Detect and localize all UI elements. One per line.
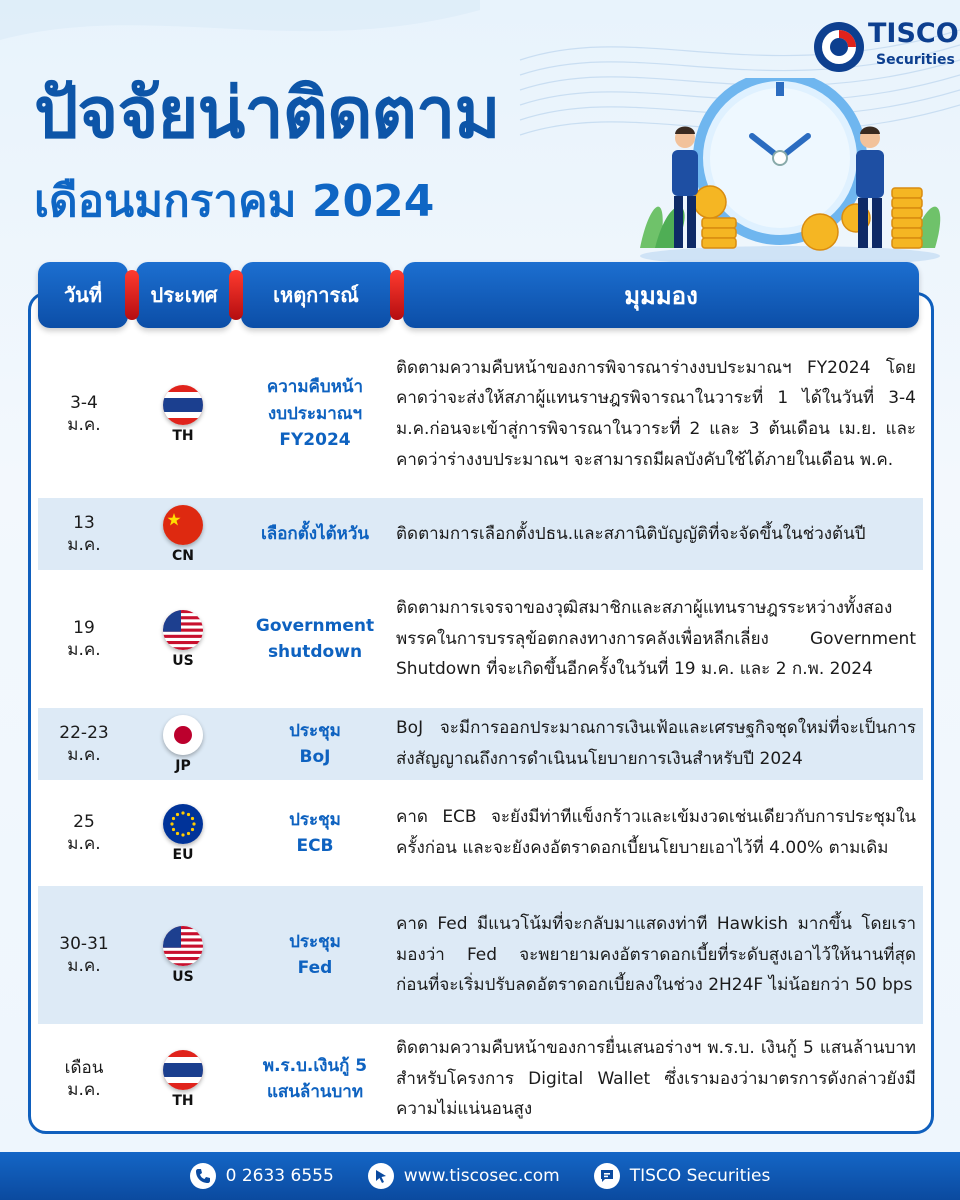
usa-flag-icon	[163, 926, 203, 966]
footer-page-text: TISCO Securities	[629, 1166, 771, 1186]
row-date	[38, 1024, 130, 1134]
row-event	[240, 498, 390, 570]
row-date-line1: เดือน	[64, 1057, 104, 1078]
row-event	[240, 570, 390, 708]
row-date-line2: ม.ค.	[67, 956, 101, 976]
row-view	[396, 1024, 916, 1134]
header-connector	[125, 270, 139, 320]
row-country	[140, 498, 226, 570]
column-header-date: วันที่	[38, 262, 128, 328]
row-view	[396, 708, 916, 780]
row-event-text: ประชุม ECB	[289, 809, 341, 856]
china-flag-icon	[163, 505, 203, 545]
country-code: TH	[172, 427, 194, 444]
row-date	[38, 330, 130, 498]
row-view	[396, 570, 916, 708]
cursor-icon	[368, 1163, 394, 1189]
row-country	[140, 570, 226, 708]
thailand-flag-icon	[163, 1050, 203, 1090]
row-event-text: Government shutdown	[255, 615, 375, 662]
row-view-text: ติดตามการเลือกตั้งปธน.และสภานิติบัญญัติที่จะจัดขึ้นในช่วงต้นปี	[396, 523, 866, 544]
usa-flag-icon	[163, 610, 203, 650]
country-code: JP	[175, 757, 191, 774]
footer-bar	[0, 1152, 960, 1200]
row-event-text: พ.ร.บ.เงินกู้ 5 แสนล้านบาท	[262, 1055, 368, 1102]
eu-flag-icon	[163, 804, 203, 844]
row-date	[38, 886, 130, 1024]
country-code: US	[172, 652, 194, 669]
page-subtitle: เดือนมกราคม 2024	[34, 176, 435, 227]
row-country	[140, 330, 226, 498]
row-date-line2: ม.ค.	[67, 745, 101, 765]
row-view-text: ติดตามความคืบหน้าของการยื่นเสนอร่างฯ พ.ร.บ. เงินกู้ 5 แสนล้านบาทสำหรับโครงการ Digital Wallet ซึ่งเรามองว่ามาตรการดังกล่าวยังมีความไม่แน่นอนสูง	[396, 1038, 916, 1120]
footer-page[interactable]	[594, 1163, 771, 1189]
japan-flag-icon	[163, 715, 203, 755]
row-view	[396, 498, 916, 570]
footer-phone-text: 0 2633 6555	[225, 1166, 334, 1186]
row-event	[240, 708, 390, 780]
row-date-line1: 22-23	[59, 722, 109, 743]
footer-phone[interactable]	[190, 1163, 334, 1189]
table-row	[38, 780, 923, 886]
row-view-text: ติดตามการเจรจาของวุฒิสมาชิกและสภาผู้แทนราษฎรระหว่างทั้งสองพรรคในการบรรลุข้อตกลงทางการคลังเพื่อหลีกเลี่ยง Government Shutdown ที่จะเกิดขึ้นอีกครั้งในวันที่ 19 ม.ค. และ 2 ก.พ. 2024	[396, 598, 916, 680]
logo-wordmark: TISCO	[868, 18, 959, 49]
row-date-line2: ม.ค.	[67, 1080, 101, 1100]
clock-people-illustration	[630, 78, 950, 268]
row-date-line1: 25	[73, 811, 95, 832]
country-code: TH	[172, 1092, 194, 1109]
row-date-line2: ม.ค.	[67, 415, 101, 435]
row-date-line2: ม.ค.	[67, 640, 101, 660]
row-date-line1: 19	[73, 617, 95, 638]
row-view	[396, 886, 916, 1024]
row-event	[240, 330, 390, 498]
row-event-text: เลือกตั้งไต้หวัน	[260, 523, 370, 544]
page-title: ปัจจัยน่าติดตาม	[34, 72, 500, 154]
column-header-event: เหตุการณ์	[241, 262, 391, 328]
country-code: EU	[172, 846, 194, 863]
row-event-text: ประชุม BoJ	[289, 720, 341, 767]
thailand-flag-icon	[163, 385, 203, 425]
row-event-text: ความคืบหน้า งบประมาณฯ FY2024	[266, 377, 364, 451]
row-view	[396, 330, 916, 498]
table-row	[38, 886, 923, 1024]
row-view-text: คาด ECB จะยังมีท่าทีแข็งกร้าวและเข้มงวดเช่นเดียวกับการประชุมในครั้งก่อน และจะยังคงอัตราดอกเบี้ยนโยบายเอาไว้ที่ 4.00% ตามเดิม	[396, 807, 916, 858]
chat-icon	[594, 1163, 620, 1189]
header-connector	[390, 270, 404, 320]
row-event	[240, 886, 390, 1024]
row-date	[38, 570, 130, 708]
row-date-line1: 13	[73, 512, 95, 533]
row-country	[140, 780, 226, 886]
country-code: US	[172, 968, 194, 985]
row-view-text: คาด Fed มีแนวโน้มที่จะกลับมาแสดงท่าที Hawkish มากขึ้น โดยเรามองว่า Fed จะพยายามคงอัตราดอกเบี้ยที่ระดับสูงเอาไว้ให้นานที่สุด ก่อนที่จะเริ่มปรับลดอัตราดอกเบี้ยลงในช่วง 2H24F ไม่น้อยกว่า 50 bps	[396, 914, 916, 996]
table-row	[38, 570, 923, 708]
footer-website[interactable]	[368, 1163, 560, 1189]
events-table	[38, 330, 923, 1134]
row-country	[140, 708, 226, 780]
row-event-text: ประชุม Fed	[289, 931, 341, 978]
row-date-line2: ม.ค.	[67, 834, 101, 854]
row-view-text: ติดตามความคืบหน้าของการพิจารณาร่างงบประมาณฯ FY2024 โดยคาดว่าจะส่งให้สภาผู้แทนราษฎรพิจารณาในวาระที่ 1 ได้ในวันที่ 3-4 ม.ค.ก่อนจะเข้าสู่การพิจารณาในวาระที่ 2 และ 3 ต้นเดือน เม.ย. และคาดว่าร่างงบประมาณฯ จะสามารถมีผลบังคับใช้ได้ภายในเดือน พ.ค.	[396, 357, 916, 470]
row-event	[240, 780, 390, 886]
footer-website-text: www.tiscosec.com	[403, 1166, 560, 1186]
table-row	[38, 708, 923, 780]
row-date	[38, 498, 130, 570]
row-date	[38, 708, 130, 780]
row-country	[140, 886, 226, 1024]
table-row	[38, 1024, 923, 1134]
row-date-line1: 30-31	[59, 933, 109, 954]
header-connector	[229, 270, 243, 320]
row-date-line1: 3-4	[70, 392, 98, 413]
phone-icon	[190, 1163, 216, 1189]
table-row	[38, 498, 923, 570]
tisco-logo	[812, 18, 959, 76]
table-row	[38, 330, 923, 498]
row-view	[396, 780, 916, 886]
logo-subtext: Securities	[876, 52, 955, 68]
column-header-view: มุมมอง	[403, 262, 919, 328]
row-date	[38, 780, 130, 886]
row-country	[140, 1024, 226, 1134]
country-code: CN	[172, 547, 194, 564]
column-header-country: ประเทศ	[136, 262, 232, 328]
row-event	[240, 1024, 390, 1134]
row-date-line2: ม.ค.	[67, 535, 101, 555]
row-view-text: BoJ จะมีการออกประมาณการเงินเฟ้อและเศรษฐกิจชุดใหม่ที่จะเป็นการส่งสัญญาณถึงการดำเนินนโยบายการเงินสำหรับปี 2024	[396, 718, 916, 769]
